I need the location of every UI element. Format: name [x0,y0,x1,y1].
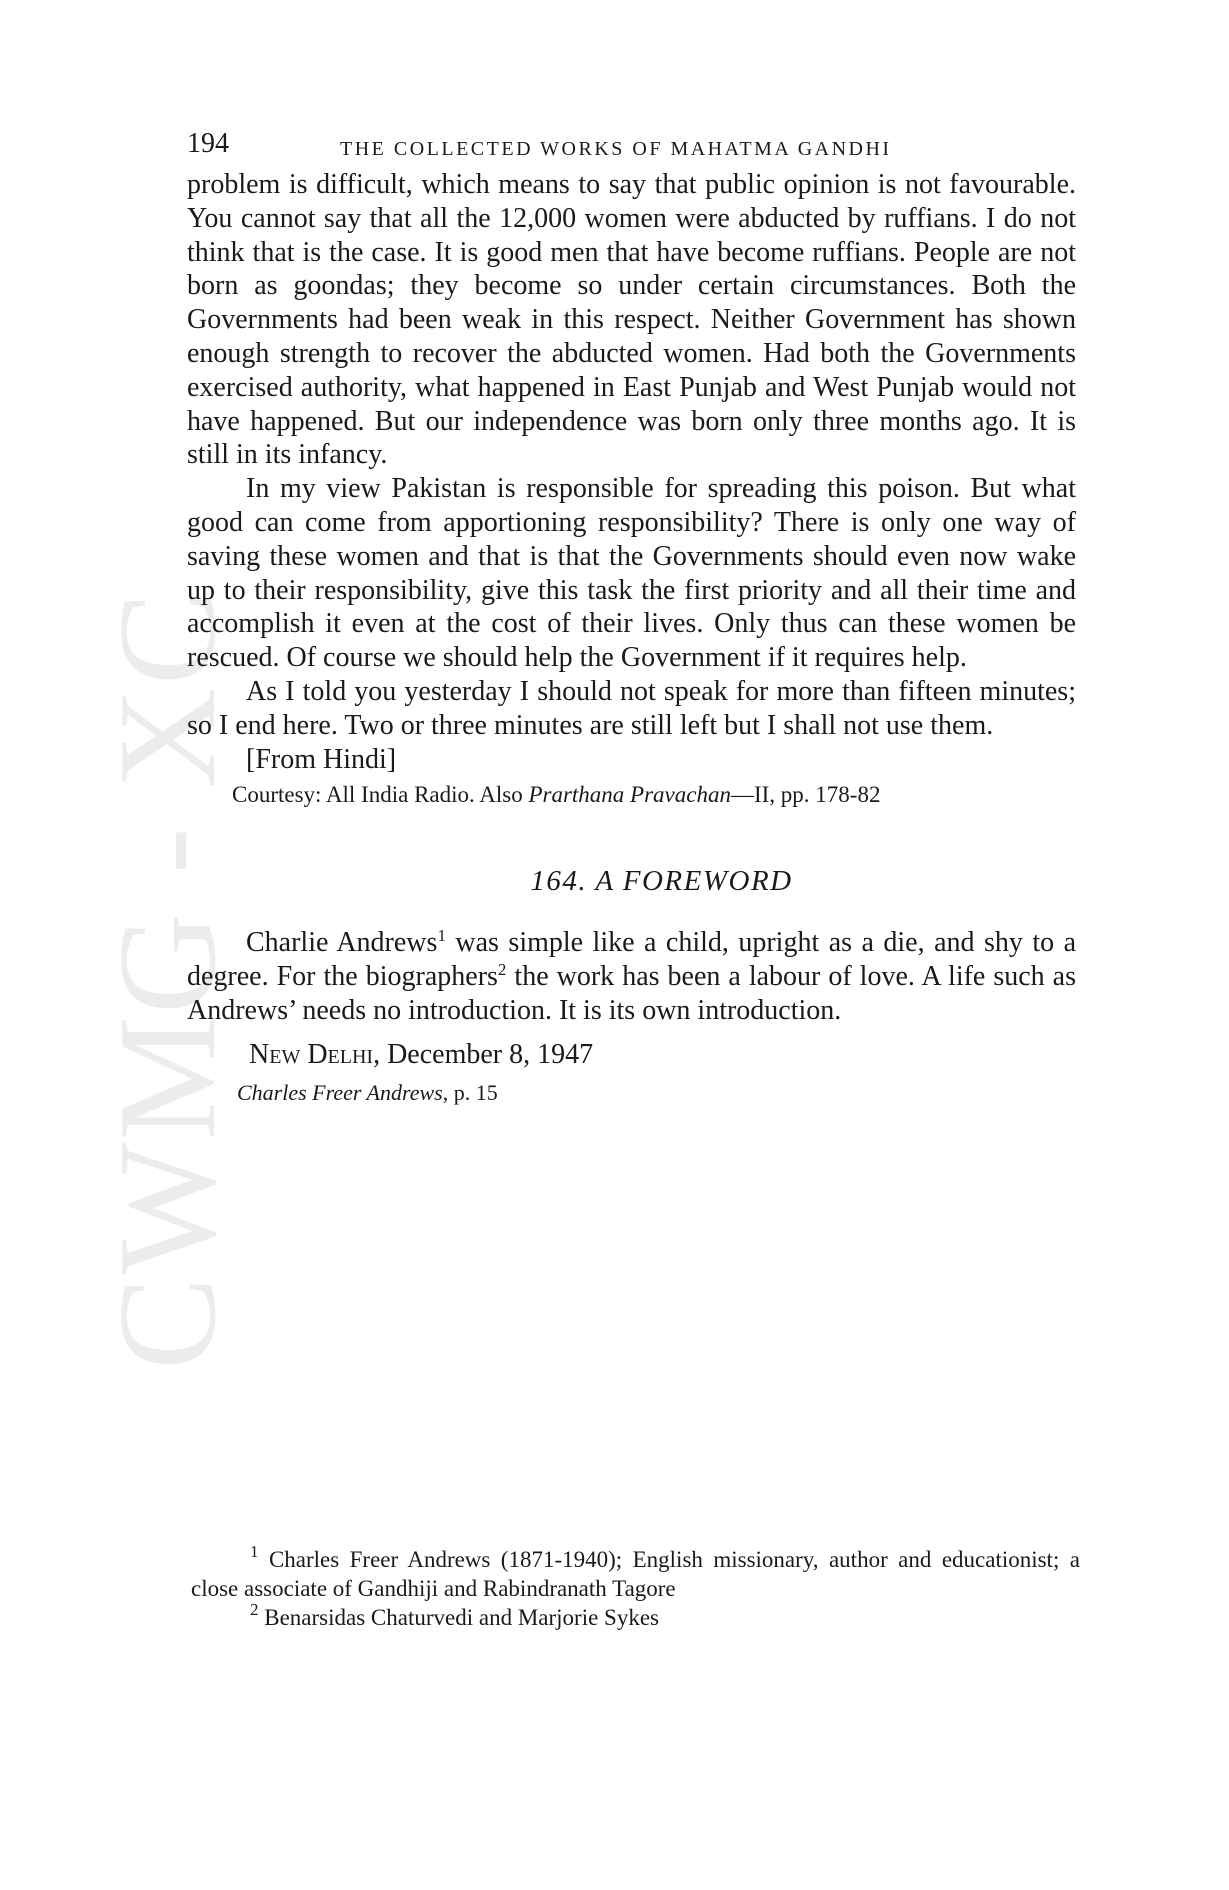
speech-text [187,168,1076,743]
paragraph [187,926,1076,1027]
running-head: THE COLLECTED WORKS OF MAHATMA GANDHI [340,138,892,160]
source-note: [From Hindi] [246,743,397,775]
place-date [249,1038,1076,1072]
footnote-marker: 2 [250,1600,259,1619]
footnote [250,1600,1080,1632]
footnote-text: Benarsidas Chaturvedi and Marjorie Sykes [258,1605,659,1630]
courtesy-line [232,778,1076,811]
watermark: CWMG - XC [90,589,245,1370]
text-run: Charlie Andrews [246,927,438,959]
footnotes [191,1542,1080,1632]
book-page: , p. 15 [442,1079,498,1105]
footnote-ref: 2 [497,960,507,980]
paragraph: problem is difficult, which means to say that public opinion is not favourable. You cannot say that all the 12,000 women were abducted by ruffians. I do not think that is the case. It is good men that have become ruffians. People are not born as goondas; they become so under certain circumstances. Both the Governments had been weak in this respect. Neither Government has shown enough strength to recover the abducted women. Had both the Governments exercised authority, what happened in East Punjab and West Punjab would not have happened. But our independence was born only three months ago. It is still in its infancy. [187,169,1076,471]
book-reference [237,1076,1076,1110]
foreword-text [187,926,1076,1027]
date: , December 8, 1947 [373,1038,594,1070]
book-title: Charles Freer Andrews [237,1079,443,1105]
courtesy-suffix: —II, pp. 178-82 [730,782,881,808]
footnote-ref: 1 [437,926,446,946]
courtesy-title: Prarthana Pravachan [528,782,731,808]
paragraph: As I told you yesterday I should not speak for more than fifteen minutes; so I end here. Two or three minutes are still left but I shall not use them. [187,675,1076,741]
courtesy-prefix: Courtesy: All India Radio. Also [232,782,529,808]
footnote [191,1542,1080,1603]
page [187,128,1076,1110]
text-run: was simple like a child, upright as a die, and shy to a degree. For the biographers [187,927,1076,993]
footnote-text: Charles Freer Andrews (1871-1940); English missionary, author and educationist; a close associate of Gandhiji and Rabindranath Tagore [191,1547,1080,1601]
text-run: the work has been a labour of love. A life such as Andrews’ needs no introduction. It is its own introduction. [187,961,1077,1026]
place: New Delhi [249,1038,374,1070]
section-title: 164. A FOREWORD [530,865,793,898]
footnote-marker: 1 [250,1542,259,1561]
page-number: 194 [187,128,229,159]
paragraph: In my view Pakistan is responsible for spreading this poison. But what good can come from apportioning responsibility? There is only one way of saving these women and that is that the Governments should even now wake up to their responsibility, give this task the first priority and all their time and accomplish it even at the cost of their lives. Only thus can these women be rescued. Of course we should help the Government if it requires help. [187,473,1076,674]
page-header [187,128,1076,168]
